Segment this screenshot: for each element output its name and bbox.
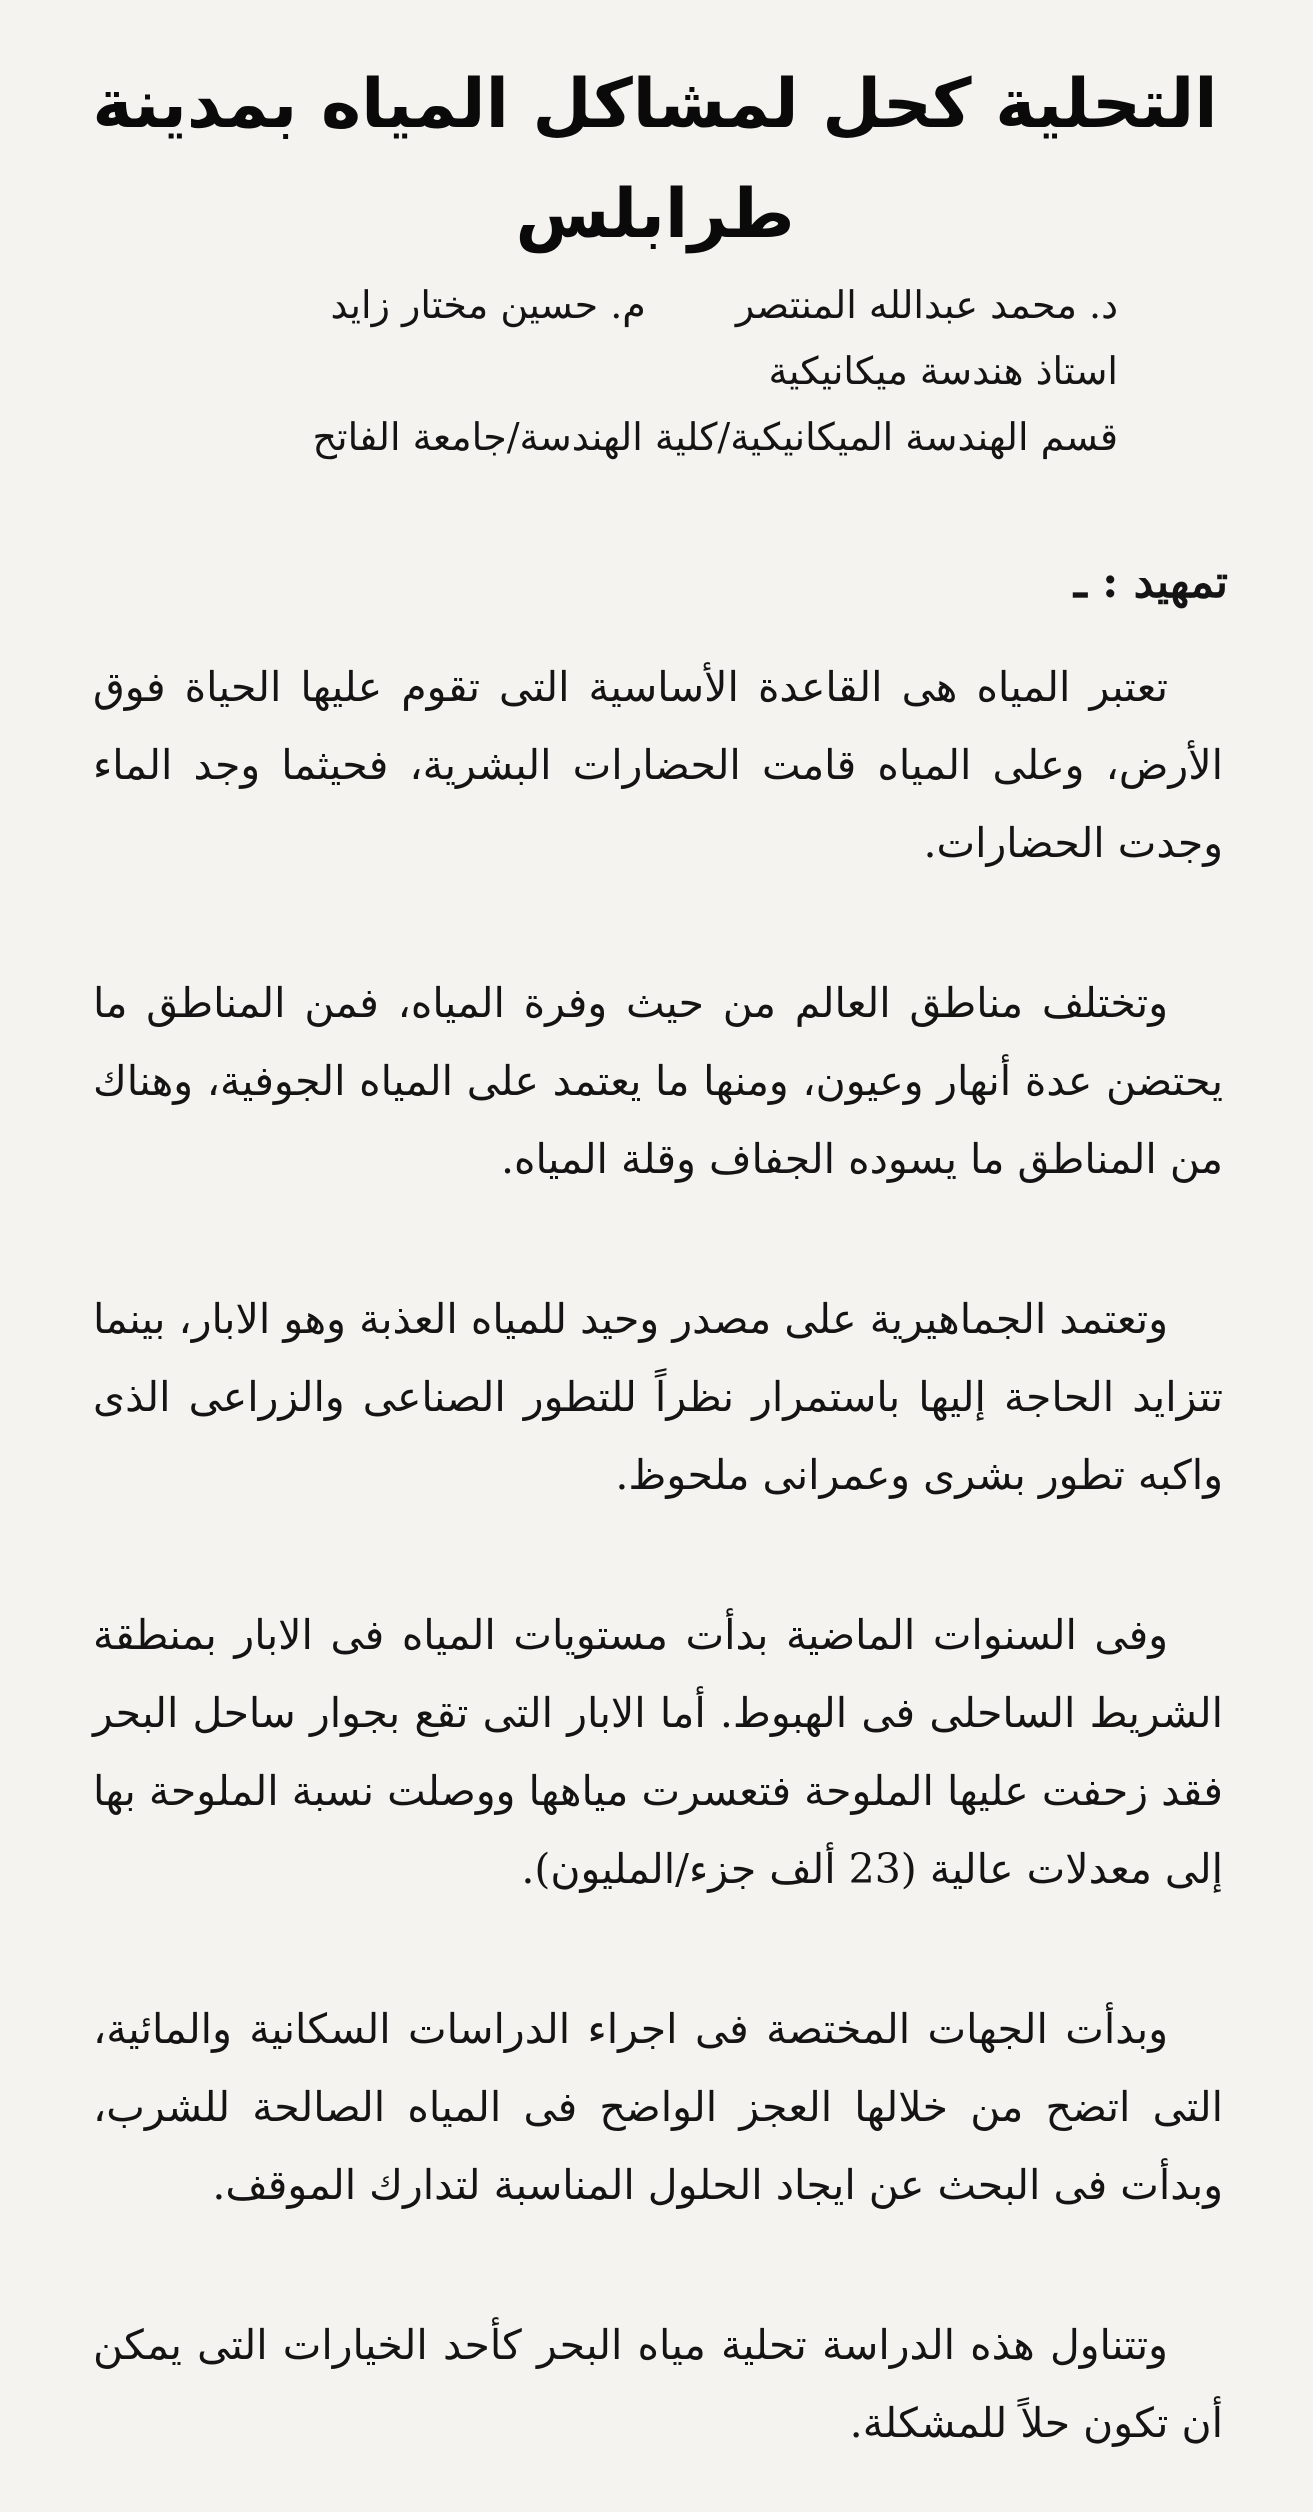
paragraph: وبدأت الجهات المختصة فى اجراء الدراسات السكانية والمائية، التى اتضح من خلالها العجز الواضح فى المياه الصالحة للشرب، وبدأت فى البحث عن ايجاد الحلول المناسبة لتدارك الموقف. [93,2005,1223,2209]
author-2: م. حسين مختار زايد [330,283,646,327]
author-block [158,272,1118,470]
page-title: التحلية كحل لمشاكل المياه بمدينة طرابلس [92,65,1218,254]
paragraph: وفى السنوات الماضية بدأت مستويات المياه فى الابار بمنطقة الشريط الساحلى فى الهبوط. أما الابار التى تقع بجوار ساحل البحر فقد زحفت عليها الملوحة فتعسرت مياهها ووصلت نسبة الملوحة بها إلى معدلات عالية (23 ألف جزء/المليون). [93,1611,1223,1893]
author-position: استاذ هندسة ميكانيكية [768,349,1118,393]
paragraph: وتعتمد الجماهيرية على مصدر وحيد للمياه العذبة وهو الابار، بينما تتزايد الحاجة إليها باستمرار نظراً للتطور الصناعى والزراعى الذى واكبه تطور بشرى وعمرانى ملحوظ. [93,1295,1223,1499]
body-text [93,648,1223,2462]
paragraph: تعتبر المياه هى القاعدة الأساسية التى تقوم عليها الحياة فوق الأرض، وعلى المياه قامت الحضارات البشرية، فحيثما وجد الماء وجدت الحضارات. [93,663,1223,867]
author-1: د. محمد عبدالله المنتصر [735,283,1118,327]
author-names [158,272,1118,338]
paragraph: وتختلف مناطق العالم من حيث وفرة المياه، فمن المناطق ما يحتضن عدة أنهار وعيون، ومنها ما يعتمد على المياه الجوفية، وهناك من المناطق ما يسوده الجفاف وقلة المياه. [93,979,1224,1183]
author-affiliation: قسم الهندسة الميكانيكية/كلية الهندسة/جامعة الفاتح [312,415,1118,459]
paragraph: وتتناول هذه الدراسة تحلية مياه البحر كأحد الخيارات التى يمكن أن تكون حلاً للمشكلة. [93,2321,1223,2447]
section-heading: تمهيد : ـ [1073,557,1228,608]
